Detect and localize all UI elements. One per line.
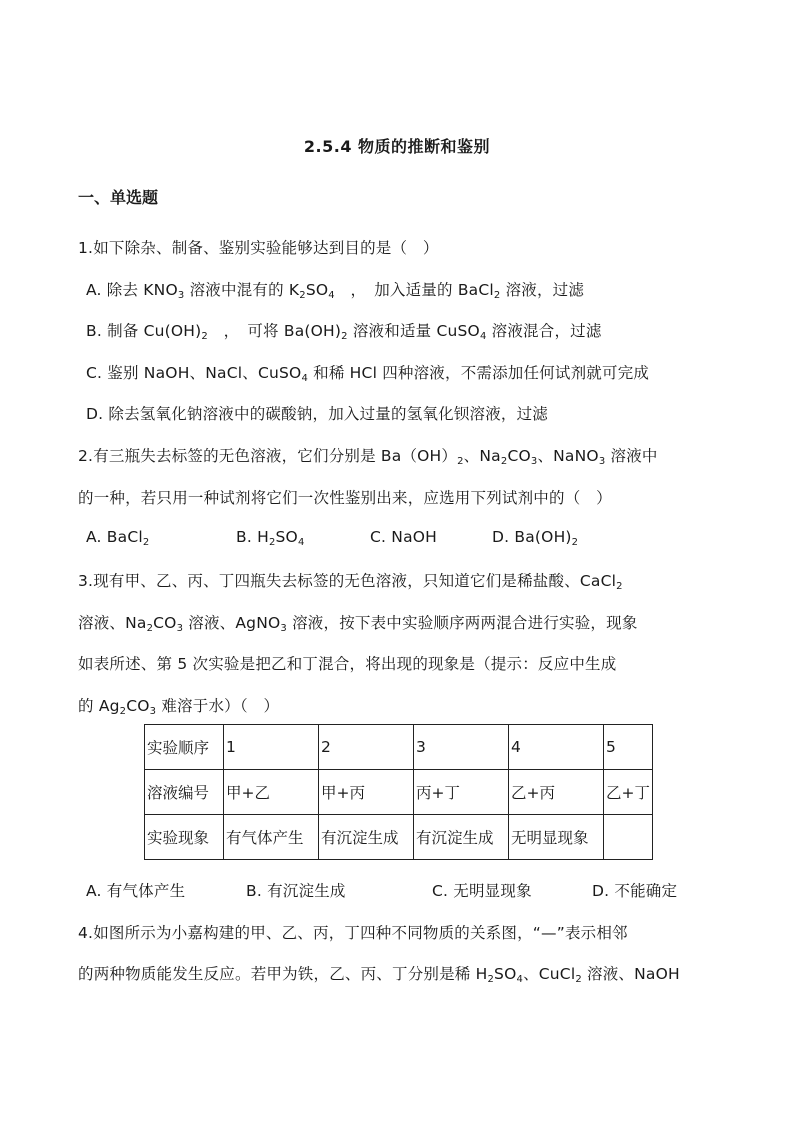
table-cell: 乙+丁 [604, 770, 653, 815]
q2-option-d[interactable]: D. $Ba(OH)_2$ [492, 528, 579, 548]
q1-option-d[interactable]: D. 除去氢氧化钠溶液中的碳酸钠，加入过量的氢氧化钡溶液，过滤 [86, 405, 548, 423]
table-cell: 实验现象 [145, 815, 224, 860]
table-cell: 2 [319, 725, 414, 770]
table-cell: 有沉淀生成 [319, 815, 414, 860]
table-cell: 甲+乙 [224, 770, 319, 815]
table-cell: 3 [414, 725, 509, 770]
table-cell: 溶液编号 [145, 770, 224, 815]
document-title: 2.5.4 物质的推断和鉴别 [303, 137, 491, 156]
table-cell: 有气体产生 [224, 815, 319, 860]
q2-stem-line1: 2.有三瓶失去标签的无色溶液，它们分别是 $Ba(OH)_2$、$Na_2CO_3$、NaNO$_3$ 溶液中 [78, 447, 658, 467]
q1-option-c[interactable]: C. 鉴别 NaOH、NaCl、CuSO$_4$ 和稀 HCl 四种溶液，不需添加任何试剂就可完成 [86, 364, 650, 384]
q3-stem-line4: 的 $Ag_2CO_3$ 难溶于水）（ ） [78, 697, 280, 717]
table-cell: 5 [604, 725, 653, 770]
table-row [145, 725, 653, 770]
table-row [145, 770, 653, 815]
table-cell: 实验顺序 [145, 725, 224, 770]
q3-stem-line2: 溶液、$Na_2CO_3$ 溶液、AgNO$_3$ 溶液，按下表中实验顺序两两混合进行实验，现象 [78, 614, 638, 634]
q2-option-b[interactable]: B. $H_2SO_4$ [236, 528, 305, 548]
table-cell: 丙+丁 [414, 770, 509, 815]
table-cell: 1 [224, 725, 319, 770]
q4-stem-line2: 的两种物质能发生反应。若甲为铁，乙、丙、丁分别是稀 $H_2SO_4$、CuCl$_2$ 溶液、NaOH [78, 965, 680, 985]
q3-stem-line3: 如表所述、第 5 次实验是把乙和丁混合，将出现的现象是（提示：反应中生成 [78, 655, 617, 673]
table-cell [604, 815, 653, 860]
table-cell: 无明显现象 [509, 815, 604, 860]
q1-stem: 1.如下除杂、制备、鉴别实验能够达到目的是（ ） [78, 239, 439, 257]
section-heading: 一、单选题 [78, 188, 159, 207]
q3-option-b[interactable]: B. 有沉淀生成 [246, 882, 346, 900]
q2-option-c[interactable]: C. NaOH [370, 528, 438, 546]
table-row [145, 815, 653, 860]
q4-stem-line1: 4.如图所示为小嘉构建的甲、乙、丙，丁四种不同物质的关系图，“—”表示相邻 [78, 924, 628, 942]
table-cell: 有沉淀生成 [414, 815, 509, 860]
q1-option-b[interactable]: B. 制备 $Cu(OH)_2$ ， 可将 $Ba(OH)_2$ 溶液和适量 CuSO$_4$ 溶液混合，过滤 [86, 322, 602, 342]
q3-option-c[interactable]: C. 无明显现象 [432, 882, 532, 900]
q3-option-d[interactable]: D. 不能确定 [592, 882, 678, 900]
q1-option-a[interactable]: A. 除去 $KNO_3$ 溶液中混有的 $K_2SO_4$ ， 加入适量的 BaCl$_2$ 溶液，过滤 [86, 281, 585, 301]
q3-option-a[interactable]: A. 有气体产生 [86, 882, 186, 900]
experiment-table [144, 724, 653, 860]
q3-stem-line1: 3.现有甲、乙、丙、丁四瓶失去标签的无色溶液，只知道它们是稀盐酸、CaCl$_2$ [78, 572, 623, 592]
table-cell: 乙+丙 [509, 770, 604, 815]
table-cell: 4 [509, 725, 604, 770]
q2-stem-line2: 的一种，若只用一种试剂将它们一次性鉴别出来，应选用下列试剂中的（ ） [78, 489, 612, 507]
table-cell: 甲+丙 [319, 770, 414, 815]
q2-option-a[interactable]: A. BaCl$_2$ [86, 528, 150, 548]
